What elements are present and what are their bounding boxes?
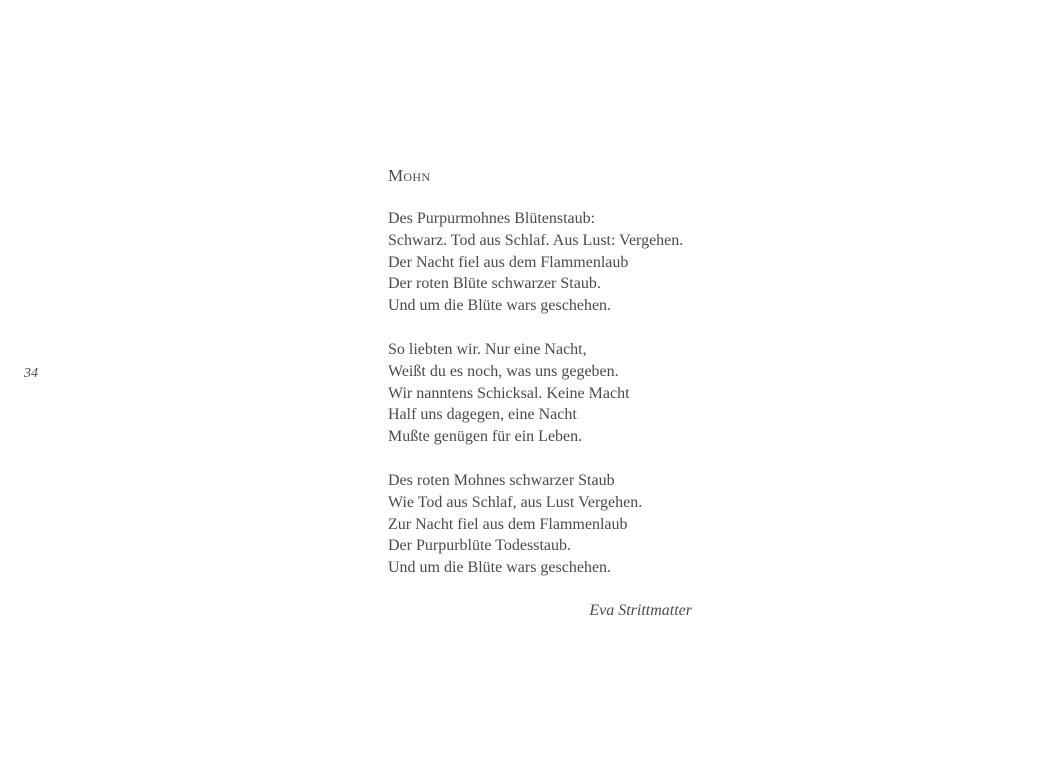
poem-title: Mohn	[388, 166, 431, 185]
poem-line: Der Nacht fiel aus dem Flammenlaub	[388, 253, 629, 271]
poem-line: Und um die Blüte wars geschehen.	[388, 297, 612, 315]
stanza-3	[388, 470, 698, 579]
poem-author: Eva Strittmatter	[589, 602, 692, 619]
poem-line: Des Purpurmohnes Blütenstaub:	[388, 210, 596, 227]
poem-line: So liebten wir. Nur eine Nacht,	[388, 340, 587, 358]
poem-line: Wie Tod aus Schlaf, aus Lust Vergehen.	[388, 493, 643, 511]
stanza-1	[388, 208, 698, 317]
poem-line: Weißt du es noch, was uns gegeben.	[388, 362, 619, 380]
poem-line: Schwarz. Tod aus Schlaf. Aus Lust: Vergehen.	[388, 231, 684, 249]
poem-line: Und um die Blüte wars geschehen.	[388, 559, 612, 577]
poem-line: Zur Nacht fiel aus dem Flammenlaub	[388, 515, 628, 533]
poem-line: Der Purpurblüte Todesstaub.	[388, 537, 571, 555]
stanza-2	[388, 339, 698, 448]
page-number: 34	[24, 366, 38, 381]
poem-line: Mußte genügen für ein Leben.	[388, 428, 583, 446]
poem-line: Half uns dagegen, eine Nacht	[388, 406, 577, 424]
poem-line: Der roten Blüte schwarzer Staub.	[388, 275, 601, 293]
poem	[388, 165, 698, 601]
poem-line: Wir nanntens Schicksal. Keine Macht	[388, 384, 630, 402]
poem-line: Des roten Mohnes schwarzer Staub	[388, 471, 615, 489]
